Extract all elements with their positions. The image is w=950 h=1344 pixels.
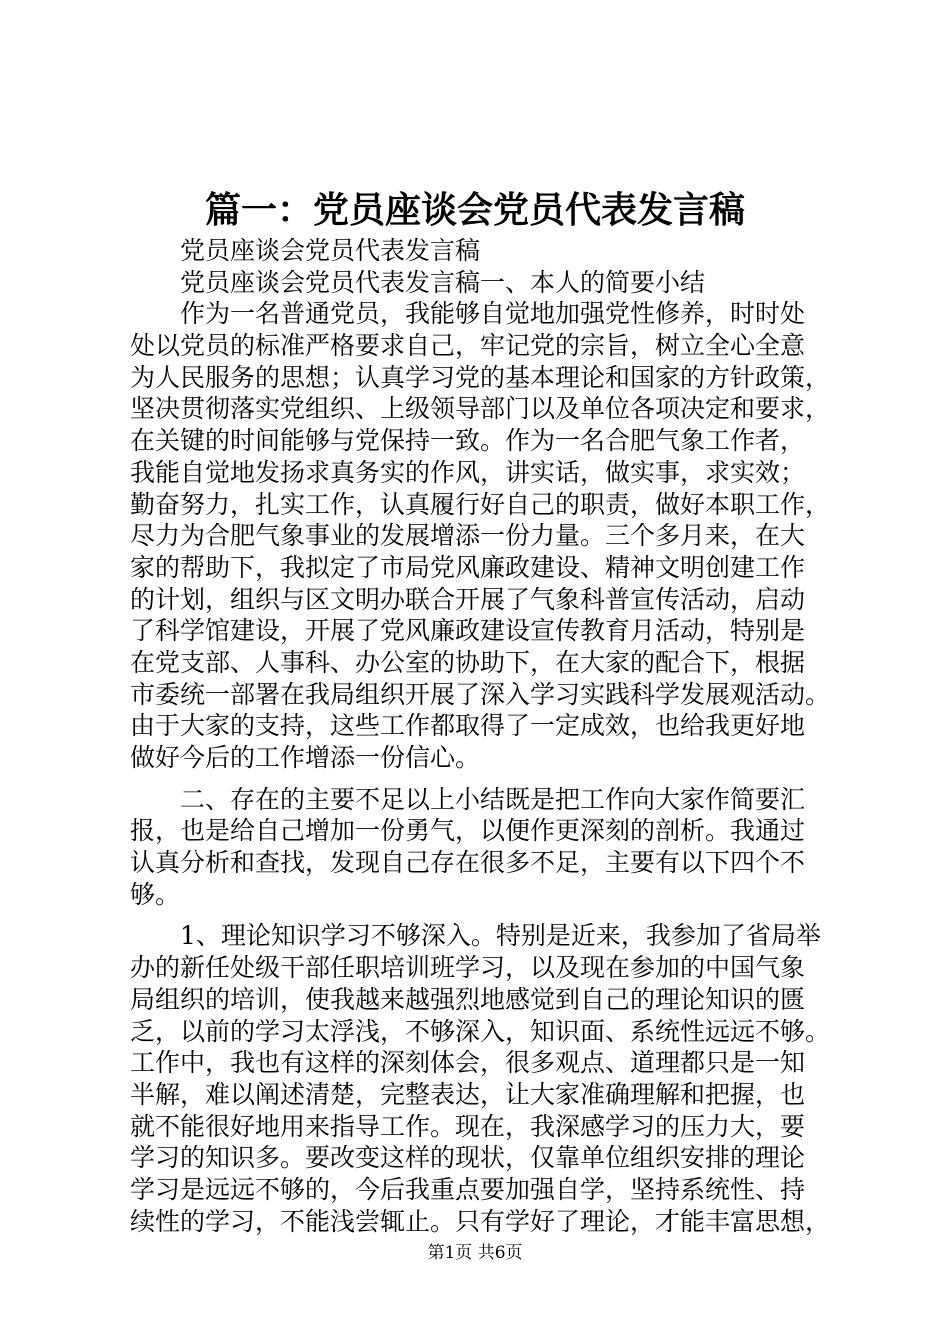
text-line: 报，也是给自己增加一份勇气，以便作更深刻的剖析。我通过 <box>130 816 806 846</box>
text-line: 半解，难以阐述清楚，完整表达，让大家准确理解和把握，也 <box>130 1079 806 1109</box>
text-line: 学习的知识多。要改变这样的现状，仅靠单位组织安排的理论 <box>130 1143 806 1173</box>
document-body <box>130 235 831 1237</box>
text-line: 为人民服务的思想；认真学习党的基本理论和国家的方针政策， <box>130 362 831 392</box>
text-line: 就不能很好地用来指导工作。现在，我深感学习的压力大，要 <box>130 1111 806 1141</box>
text-line: 处以党员的标准严格要求自己，牢记党的宗旨，树立全心全意 <box>130 331 806 361</box>
text-line: 党员座谈会党员代表发言稿 <box>180 236 481 265</box>
text-line: 认真分析和查找，发现自己存在很多不足，主要有以下四个不 <box>130 848 806 878</box>
text-line: 乏，以前的学习太浮浅，不够深入，知识面、系统性远远不够。 <box>130 1016 831 1046</box>
text-line: 尽力为合肥气象事业的发展增添一份力量。三个多月来，在大 <box>130 521 806 551</box>
text-line: 我能自觉地发扬求真务实的作风，讲实话，做实事，求实效； <box>130 457 806 487</box>
text-line: 党员座谈会党员代表发言稿一、本人的简要小结 <box>180 267 706 297</box>
text-line: 坚决贯彻落实党组织、上级领导部门以及单位各项决定和要求， <box>130 394 831 424</box>
text-line: 的计划，组织与区文明办联合开展了气象科普宣传活动，启动 <box>130 584 806 614</box>
page-number: 第1页 共6页 <box>427 1243 523 1263</box>
text-line: 在关键的时间能够与党保持一致。作为一名合肥气象工作者， <box>130 426 806 456</box>
text-line: 在党支部、人事科、办公室的协助下，在大家的配合下，根据 <box>130 647 806 677</box>
text-line: 1、理论知识学习不够深入。特别是近来，我参加了省局举 <box>180 921 821 951</box>
text-line: 了科学馆建设，开展了党风廉政建设宣传教育月活动，特别是 <box>130 616 806 646</box>
text-line: 作为一名普通党员，我能够自觉地加强党性修养，时时处 <box>180 299 806 329</box>
text-line: 续性的学习，不能浅尝辄止。只有学好了理论，才能丰富思想， <box>130 1206 831 1236</box>
text-line: 勤奋努力，扎实工作，认真履行好自己的职责，做好本职工作， <box>130 489 831 519</box>
text-line: 局组织的培训，使我越来越强烈地感觉到自己的理论知识的匮 <box>130 984 806 1014</box>
text-line: 家的帮助下，我拟定了市局党风廉政建设、精神文明创建工作 <box>130 552 806 582</box>
text-line: 工作中，我也有这样的深刻体会，很多观点、道理都只是一知 <box>130 1048 806 1078</box>
text-line: 做好今后的工作增添一份信心。 <box>130 743 481 772</box>
text-line: 学习是远远不够的，今后我重点要加强自学，坚持系统性、持 <box>130 1174 806 1204</box>
text-line: 办的新任处级干部任职培训班学习，以及现在参加的中国气象 <box>130 953 806 983</box>
text-line: 市委统一部署在我局组织开展了深入学习实践科学发展观活动。 <box>130 679 831 709</box>
text-line: 二、存在的主要不足以上小结既是把工作向大家作简要汇 <box>180 784 806 814</box>
text-line: 由于大家的支持，这些工作都取得了一定成效，也给我更好地 <box>130 711 806 741</box>
text-line: 够。 <box>130 879 181 909</box>
document-title: 篇一：党员座谈会党员代表发言稿 <box>204 189 745 231</box>
